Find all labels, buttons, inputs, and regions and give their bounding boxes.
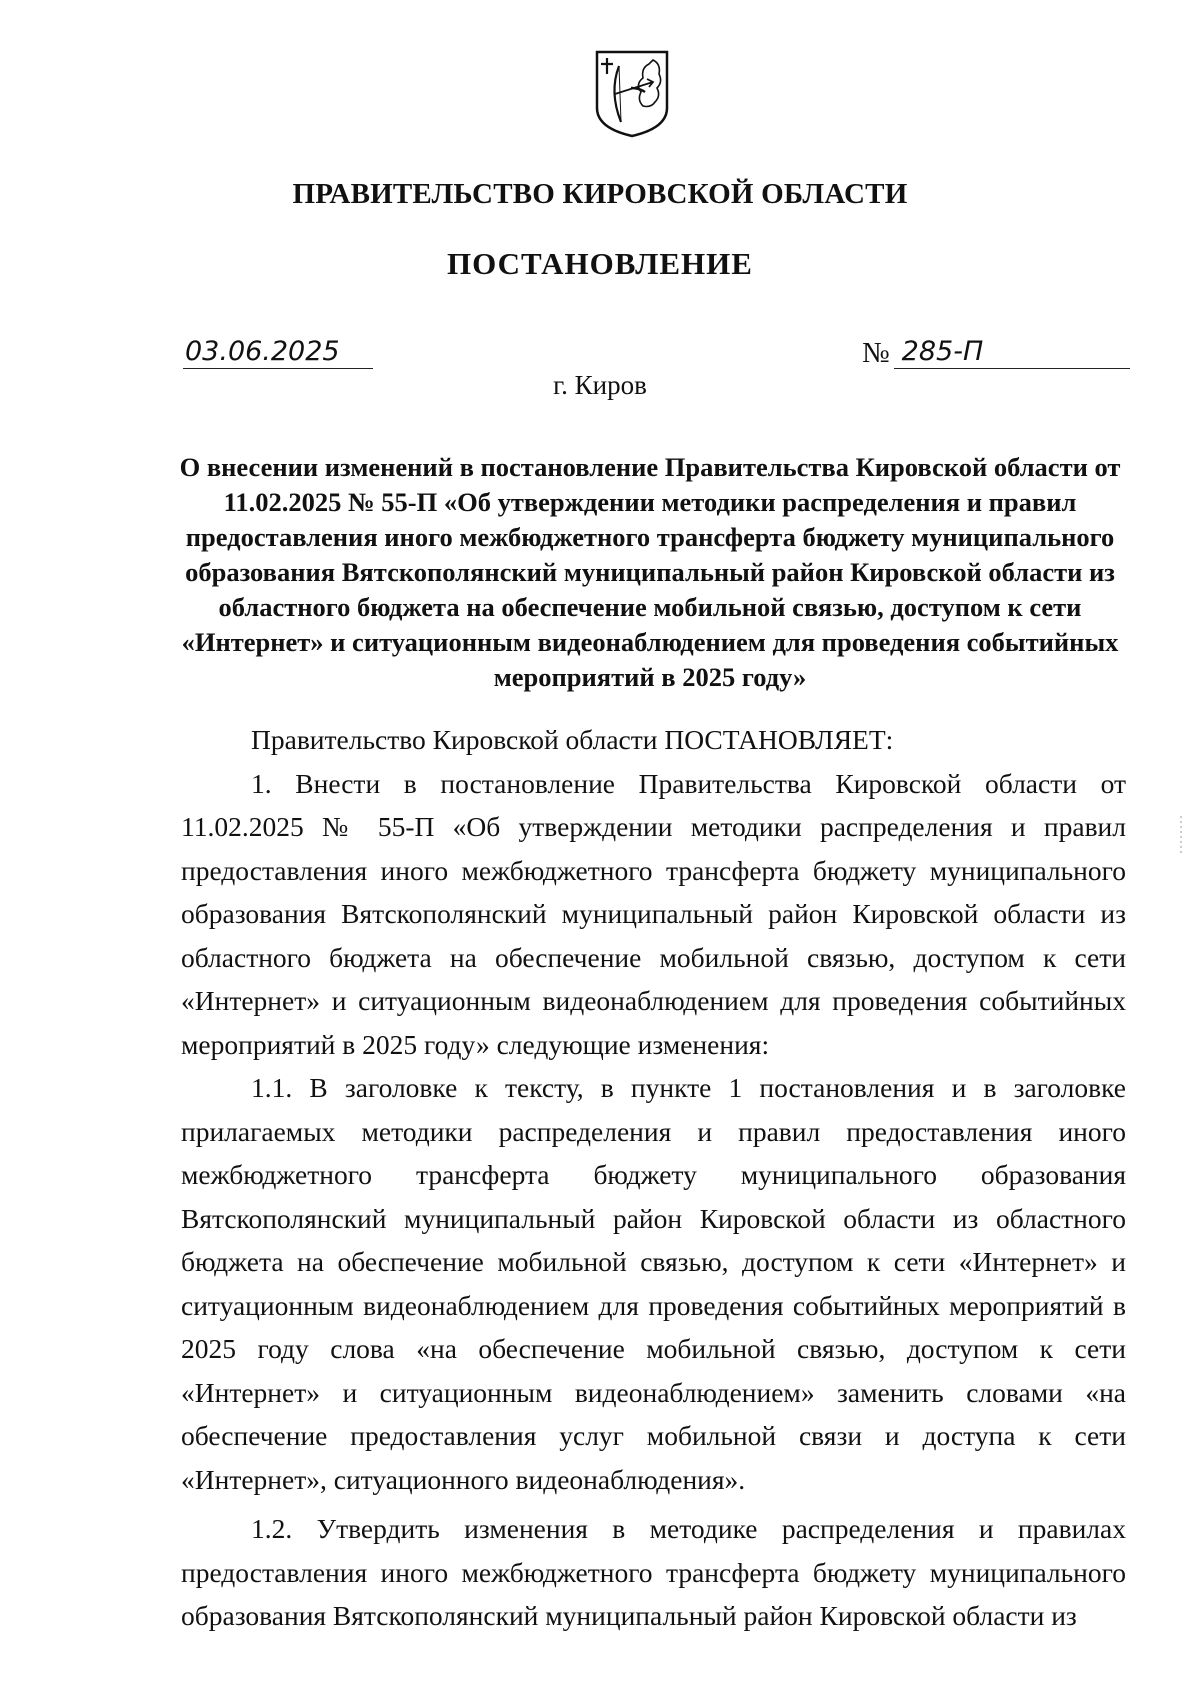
paragraph-1: 1. Внести в постановление Правительства Кировской области от 11.02.2025 № 55-П «Об утверждении методики распределения и правил предоставления иного межбюджетного трансферта бюджету муниципального образования Вятскополянский муниципальный район Кировской области из областного бюджета на обеспечение мобильной связью, доступом к сети «Интернет» и ситуационным видеонаблюдением для проведения событийных мероприятий в 2025 году» следующие изменения:	[181, 767, 1126, 1060]
coat-of-arms-icon	[593, 48, 671, 140]
number-sign: №	[862, 337, 890, 369]
document-date: 03.06.2025	[183, 336, 373, 369]
preamble: Правительство Кировской области ПОСТАНОВЛЯЕТ:	[251, 724, 894, 755]
document-body	[181, 718, 1126, 1638]
document-number	[862, 336, 1130, 369]
scan-artifact	[1180, 816, 1182, 856]
paragraph-1-1: 1.1. В заголовке к тексту, в пункте 1 постановления и в заголовке прилагаемых методики распределения и правил предоставления иного межбюджетного трансферта бюджету муниципального образования Вятскополянский муниципальный район Кировской области из областного бюджета на обеспечение мобильной связью, доступом к сети «Интернет» и ситуационным видеонаблюдением для проведения событийных мероприятий в 2025 году слова «на обеспечение мобильной связью, доступом к сети «Интернет» и ситуационным видеонаблюдением» заменить словами «на обеспечение предоставления услуг мобильной связи и доступа к сети «Интернет», ситуационного видеонаблюдения».	[181, 1072, 1126, 1495]
document-type: ПОСТАНОВЛЕНИЕ	[447, 246, 753, 281]
paragraph-1-2: 1.2. Утвердить изменения в методике распределения и правилах предоставления иного межбюджетного трансферта бюджету муниципального образования Вятскополянский муниципальный район Кировской области из	[181, 1513, 1126, 1631]
city: г. Киров	[553, 370, 647, 400]
organization-name: ПРАВИТЕЛЬСТВО КИРОВСКОЙ ОБЛАСТИ	[292, 178, 908, 210]
number-value: 285-П	[894, 336, 1130, 369]
document-title: О внесении изменений в постановление Правительства Кировской области от 11.02.2025 № 55-П «Об утверждении методики распределения и правил предоставления иного межбюджетного трансферта бюджету муниципального образования Вятскополянский муниципальный район Кировской области из областного бюджета на обеспечение мобильной связью, доступом к сети «Интернет» и ситуационным видеонаблюдением для проведения событийных мероприятий в 2025 году»	[179, 452, 1121, 692]
